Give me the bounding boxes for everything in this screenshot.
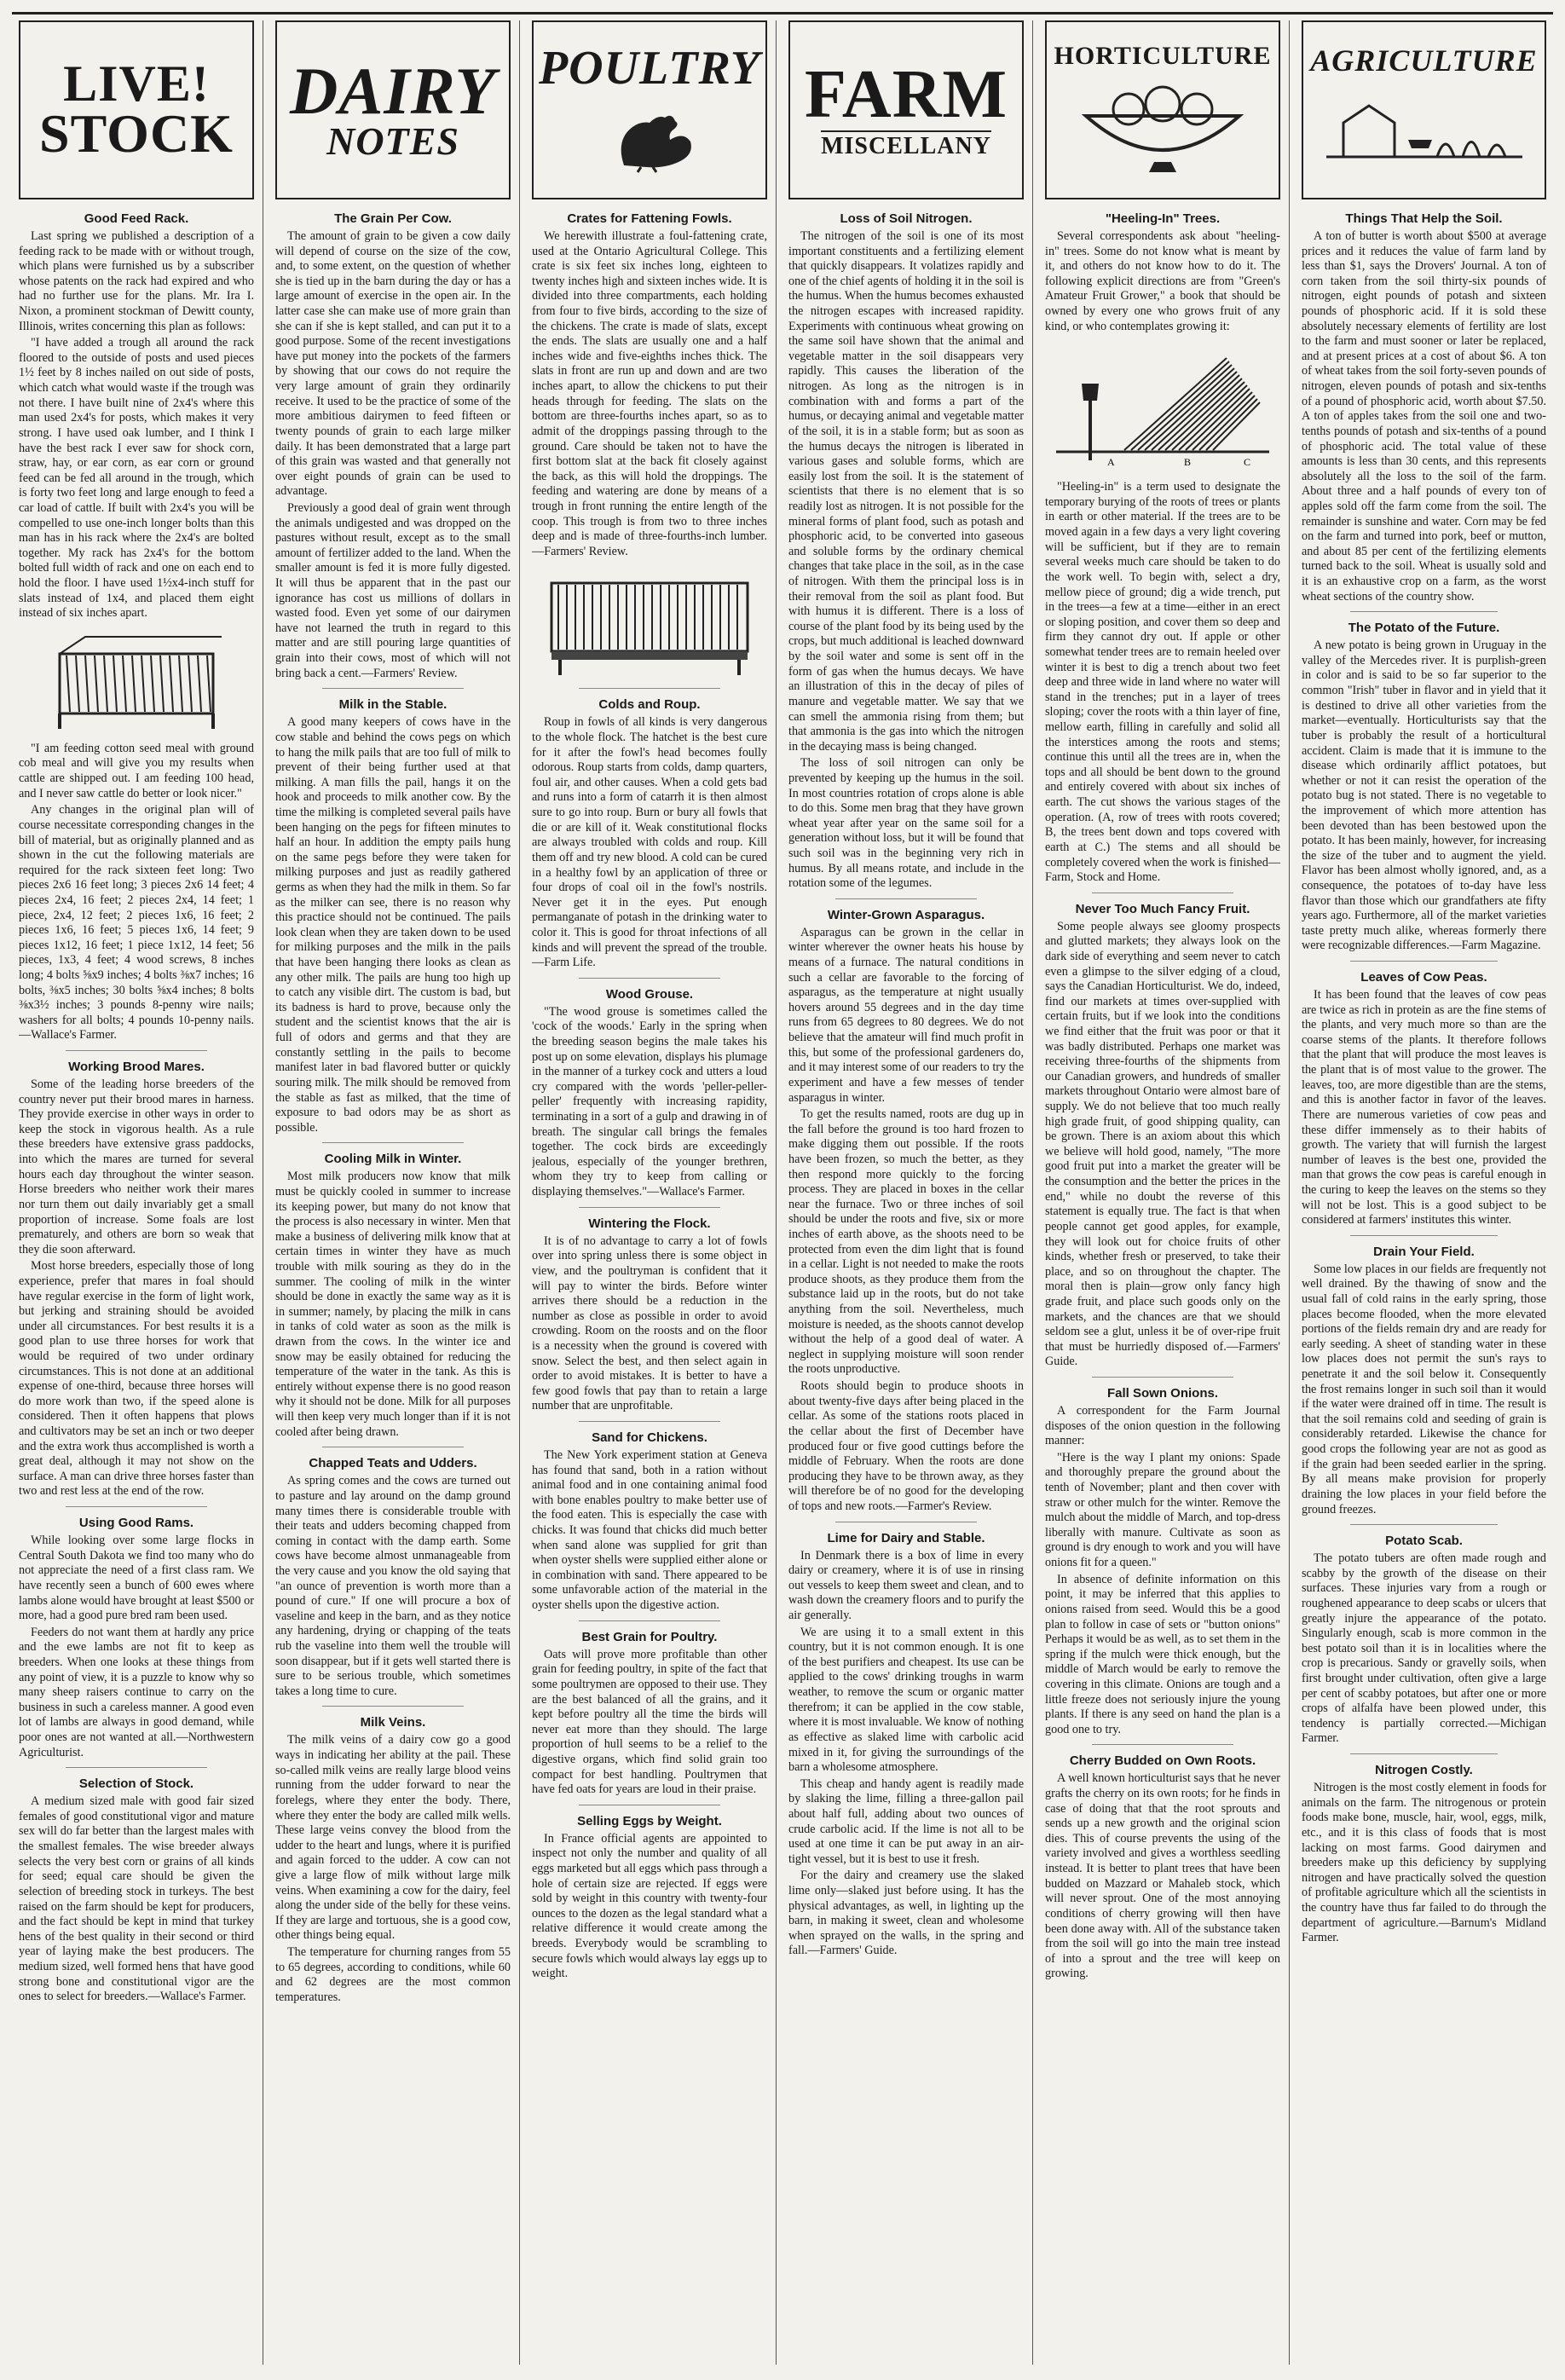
article-paragraph: In absence of definite information on this point, it may be inferred that this applies to onions raised from seed. Would this be a good plan to follow in case of sets or "button onions" Perhaps it would be as well, as to set them in the spring if the mulch were thick enough, but the middle of March would be early to remove the covering in this climate. Onions are tough and a little freeze does not seriously injure the young plants. If there is any seed on hand the plan is a good one to try. — [1045, 1572, 1280, 1736]
article-paragraph: We herewith illustrate a foul-fattening crate, used at the Ontario Agricultural College. This crate is six feet six inches long, eighteen to twenty inches high and sixteen inches wide. It is divided into three compartments, each holding from four to five birds, according to the size of the chickens. The crate is made of slats, except the ends. The slats are usually one and a half inches wide and five-eighths inches thick. The slats in front are run up and down and are two inches apart, to allow the chickens to put their heads through for feeding. The slats on the bottom are three-fourths inches apart, so as to admit of the droppings passing through to the ground. Care should be taken not to have the first bottom slat at the back fit closely against the back, as this will hold the droppings. The feeding and watering are done by means of a trough in front running the entire length of the coop. This trough is from two to three inches deep and is made of three-fourths-inch lumber.—Farmers' Review. — [532, 229, 767, 558]
article-title: "Heeling-In" Trees. — [1105, 211, 1221, 226]
farm-scene-icon — [1326, 80, 1522, 174]
article-paragraph: The New York experiment station at Geneva has found that sand, both in a ration without animal food and in one containing animal food with bone enables poultry to make better use of the food eaten. This is especially the case with chicks. It was found that chicks did much better when sand alone was supplied for grit than when oyster shells were supplied either alone or in combination with sand. There appeared to be some unfavorable action of the material in the oyster shells upon the digestive action. — [532, 1448, 767, 1613]
fattening-crate-illustration — [532, 566, 767, 681]
article-separator — [835, 898, 977, 899]
article-list — [532, 211, 767, 1982]
article-paragraph: Last spring we published a description of a feeding rack to be made with or without trough, which plans were furnished us by a subscriber whose patents on the rack had expired and who had no further use for the plans. Mr. Ira I. Nixon, a prominent stockman of Dewitt county, Illinois, writes concerning this plan as follows: — [19, 229, 254, 333]
article-paragraph: "I have added a trough all around the rack floored to the outside of posts and used pieces 1½ feet by 8 inches nailed on out side of posts, which catch what would waste if the trough was not there. I have built nine of 2x4's where this man used 2x4's for posts, which makes it very strong. I have used oak lumber, and I think I have the best rack I ever saw for shock corn, straw, hay, or ear corn, as ear corn or ground feed can be fed all around in the trough, which is forty two feet long and large enough to feed a car load of cattle. If built with 2x4's you will be compelled to use one-inch longer bolts than this man has in his rack where the 2x4's are bolted together. My rack has 2x4's for the bottom bolted full width of rack and one on each end to hold the floor. I have used 1½x4-inch stuff for slats instead of 1x4, and placed them eight instead of six inches apart. — [19, 336, 254, 621]
article-paragraph: While looking over some large flocks in Central South Dakota we find too many who do not appreciate the need of a first class ram. We have recently seen a bunch of 600 ewes where lambs alone would have brought at least $500 or more, had a good pure bred ram been used. — [19, 1534, 254, 1623]
article-title: Best Grain for Poultry. — [581, 1629, 718, 1644]
article-separator — [1092, 1377, 1233, 1378]
article-paragraph: A ton of butter is worth about $500 at average prices and it reduces the value of farm land by less than $1, says the Drovers' Journal. A ton of corn taken from the soil thirty-six pounds of nitrogen, eight pounds of potash and sixteen pounds of phosphoric acid. If it is sold these absolutely necessary elements of fertility are lost to the farm and must sooner or later be replaced, and at present prices at a cost of about $6. A ton of wheat takes from the soil forty-seven pounds of nitrogen, eleven pounds of potash and six-tenths of a pound of phosphoric acid, worth about $7.50. A ton of apples takes from the soil one and two-tenths pounds of potash and six-tenths of a pound of phosphoric acid. The total value of these amounts is less than 30 cents, and this represents absolutely all the loss to the soil of the farm. About three and a half pounds of every ton of apples sold off the farm come from the soil. The remainder is sunshine and water. Corn may be fed on the farm and turned into pork, beef or mutton, and about 85 per cent of the fertilizing elements turned back to the soil. Wheat is usually sold and it is an exhaustive crop on a farm, as the worst wheat sections of the country show. — [1302, 229, 1546, 604]
article-separator — [322, 1706, 464, 1707]
article-paragraph: A good many keepers of cows have in the cow stable and behind the cows pegs on which to hang the milk pails that are too full of milk to prevent of their being further used at that milking. A man fills the pail, hangs it on the hook and proceeds to milk another cow. By the time the milking is completed several pails have been hanging on the pegs for fifteen minutes to half an hour. In addition the empty pails hung on the same pegs before they were taken for milking purposes and just as readily gathered germs as when they had the milk in them. So far as the milker can see, there is no reason why this practice should not be continued. The pails look clean when they are taken down to be used for milking purposes and the milk in the pails that have been hanging there looks as clean as any other milk. The pails are hung too high up to catch any visible dirt. The custom is bad, but its badness is hard to prove, because only the student and the scientist knows that the air is full of odors and germs and that they are constantly settling in the pails to become manifest later in bad flavored butter or quickly souring milk. The milk should be removed from the stable as fast as milked, that the time of exposure to bad odors may be as short as possible. — [275, 715, 511, 1135]
article-paragraph: This cheap and handy agent is readily made by slaking the lime, filling a three-gallon pail about half full, adding about two ounces of crude carbolic acid. If the lime is not all to be used at one time it can be put away in an air-tight vessel, but it is best to use it fresh. — [788, 1776, 1024, 1866]
fruit-bowl-icon — [1069, 73, 1256, 176]
feed-rack-illustration — [19, 628, 254, 735]
article-title: The Grain Per Cow. — [334, 211, 452, 226]
article-title: Chapped Teats and Udders. — [309, 1456, 477, 1471]
article-separator — [579, 1207, 720, 1208]
article-paragraph: "The wood grouse is sometimes called the 'cock of the woods.' Early in the spring when the breeding season begins the male takes his post up on some elevation, displays his plumage in the manner of a turkey cock and utters a loud cry compared with the words 'peller-peller-peller' frequently with increasing rapidity, terminating in a sort of a gulp and drawing in of breath. The singular call brings the females together. The cock birds are exceedingly jealous, especially of the younger brethren, whom they try to keep from calling or displaying themselves."—Wallace's Farmer. — [532, 1004, 767, 1199]
article-title: Wood Grouse. — [605, 986, 694, 1002]
article-title: Milk in the Stable. — [338, 697, 448, 713]
article-list — [1045, 211, 1280, 1982]
article-title: Drain Your Field. — [1373, 1244, 1475, 1259]
article-paragraph: Oats will prove more profitable than other grain for feeding poultry, in spite of the fact that some poultrymen are opposed to their use. They are the best balanced of all the grains, and it kept before poultry all the time the birds will never eat more than they should. The large proportion of hull seems to be a relief to the digestive organs, which find solid grain too compact for best handling. Poultrymen that have fed oats for years are loud in their praise. — [532, 1647, 767, 1797]
masthead-line: LIVE! — [63, 55, 210, 113]
article-title: Nitrogen Costly. — [1375, 1763, 1473, 1778]
article-paragraph: As spring comes and the cows are turned out to pasture and lay around on the damp ground many times there is considerable trouble with their teats and udders becoming chapped from coming in contact with the damp earth. Some cows have become almost unmanageable from the very cause and you know the old saying that "an ounce of prevention is worth more than a pound of cure." If one will procure a box of vaseline and keep in the barn, and as they notice any hardening, drying or chapping of the teats rub the vaseline into them well the trouble will soon disappear, but if it gets well started there is sure to be serious trouble, which sometimes takes a long time to cure. — [275, 1474, 511, 1698]
masthead-line: DAIRY — [290, 54, 496, 129]
article-title: Working Brood Mares. — [68, 1060, 205, 1075]
article-title: Selection of Stock. — [78, 1776, 194, 1792]
svg-text:A: A — [1107, 456, 1115, 469]
article-paragraph: Most horse breeders, especially those of long experience, prefer that mares in foal should have regular exercise in the form of light work, but jerking and straining should be avoided under all circumstances. For best results it is a good plan to use three horses for work that would be required of two under ordinary circumstances. This is not done at an additional expense of one-third, because three horses will do more work than two, if the speed alone is considered. Then it often happens that plows and cultivators may be set an inch or two deeper and the extra work thus accomplished is worth a great deal, although it may not show on the surface. A man can drive three horses faster than two and rest less at the end of the row. — [19, 1259, 254, 1499]
article-title: The Potato of the Future. — [1348, 621, 1500, 636]
article-separator — [322, 688, 464, 689]
article-paragraph: Asparagus can be grown in the cellar in winter wherever the owner heats his house by means of a furnace. The natural conditions in such a cellar are favorable to the forcing of asparagus, as the temperature at night usually hovers around 55 degrees and in the day time runs from 65 degrees to 80 degrees. We do not believe that the amateur will find much profit in this, but some of the professional gardeners do, and it may interest some of our readers to try the experiment and have a few messes of tender asparagus in winter. — [788, 925, 1024, 1105]
article-paragraph: "I am feeding cotton seed meal with ground cob meal and will give you my results when cattle are shipped out. I am feeding 100 head, and I never saw cattle do better or look nicer." — [19, 741, 254, 800]
article-paragraph: We are using it to a small extent in this country, but it is not common enough. It is one of the best purifiers and cheapest. Its use can be applied to the cows' drinking troughs in warm weather, to remove the scum or organic matter therefrom; it can be applied in the cow stable, where it is most invaluable. We know of nothing as effective as slaked lime with carbolic acid mixed in it, for giving the surroundings of the barn a wholesome atmosphere. — [788, 1625, 1024, 1775]
article-paragraph: Some people always see gloomy prospects and glutted markets; they always look on the dark side of everything and seem never to catch even a glimpse to the silver edging of a cloud, says the Canadian Horticulturist. We do, indeed, find our markets at times over-supplied with certain fruits, but if we look into the conditions we find either that the fruit was poor or that it was badly distributed. Perhaps one market was receiving three-fourths of the shipments from our Canadian growers, and hundreds of smaller markets throughout Ontario were almost bare of supply. We do not believe that too much really high grade fruit, of good shipping quality, can be grown. There is an axiom about this which we believe will hold good, namely, "The more good fruit put into a market the greater will be the consumption and the better the prices in the end," while no doubt the reverse of this statement is equally true. The fact is that when people cannot get good apples, for example, they will look out for choice fruits of other kinds, whether fresh or preserved, to take their place, and so on throughout the chapter. The moral then is plain—grow only fancy high grade fruit, and place such goods only on the markets, and the chances are that we should seldom see a glut, unless it be of over-ripe fruit that must be hurriedly disposed of.—Farmers' Guide. — [1045, 919, 1280, 1369]
article-title: Using Good Rams. — [78, 1516, 194, 1531]
column-dairy-notes — [275, 20, 520, 2365]
article-separator — [1092, 892, 1233, 893]
masthead-line: HORTICULTURE — [1054, 41, 1272, 70]
article-title: Leaves of Cow Peas. — [1360, 970, 1487, 985]
article-paragraph: A medium sized male with good fair sized females of good constitutional vigor and mature sex will do far better than the largest males with the smallest females. The wise breeder always selects the very best corn or grains of all kinds for seed; equal care should be given the selection of breeding stock in turkeys. The best raised on the farm should be kept for producers, and the fact should be kept in mind that turkey hens of the best quality in their second or third year of laying make the best producers. The medium sized, well formed hens that have good strong bone and constitutional vigor are the ones to select for breeders.—Wallace's Farmer. — [19, 1794, 254, 2004]
article-paragraph: For the dairy and creamery use the slaked lime only—slaked just before using. It has the physical advantages, as well, in lighting up the barn, in making it sweet, clean and wholesome when sprayed on the walls, in the spring and fall.—Farmers' Guide. — [788, 1869, 1024, 1958]
top-rule — [12, 12, 1553, 14]
article-list — [788, 211, 1024, 1959]
article-title: Milk Veins. — [360, 1715, 426, 1730]
article-paragraph: A new potato is being grown in Uruguay in the valley of the Mercedes river. It is purplish-green in color and is said to be so far superior to the common "Irish" tuber in flavor and in yield that it is destined to drive all other varieties from the market—eventually. Horticulturists say that the tuber is probably the result of a horticultural accident. Claim is made that it is immune to the disease which ordinarily afflict potatoes, but whether or not it can resist the operation of the potato bug is not stated. There is no vegetable to the improvement of which more attention has been devoted than has been bestowed upon the potato. It has been mainly, however, for increasing the size of the tuber and to augment the yield. Flavor has been almost wholly ignored, and, as a consequence, the potatoes of to-day have less flavor than those which our grandfathers ate fifty years ago. Furthermore, all of the market varieties taste pretty much alike, whereas formerly there were recognizable differences.—Farm Magazine. — [1302, 638, 1546, 953]
article-paragraph: Any changes in the original plan will of course necessitate corresponding changes in the bill of material, but as originally planned and as shown in the cut the following materials are required for the rack sixteen feet long: Two pieces 2x6 16 feet long; 3 pieces 2x6 14 feet; 4 pieces 2x4, 16 feet; 2 pieces 2x4, 14 feet; 1 piece, 2x4, 12 feet; 2 pieces 1x6, 16 feet; 2 pieces 1x6, 16 feet; 5 pieces 1x6, 14 feet; 9 pieces 1x12, 16 feet; 1 piece 1x12, 14 feet; 56 pieces, 1x3, 4 feet; 4 wood screws, 8 inches long; 4 bolts ⅝x9 inches; 4 bolts ⅜x7 inches; 16 bolts, ⅜x5 inches; 30 bolts ⅝x4 inches; 8 bolts ⅜x3½ inches; 3 pounds 8-penny wire nails; washers for all bolts; 4 pounds 10-penny nails.—Wallace's Farmer. — [19, 803, 254, 1043]
heeling-in-trees-illustration — [1045, 341, 1280, 473]
masthead-line: STOCK — [39, 103, 234, 165]
article-title: Good Feed Rack. — [84, 211, 189, 226]
article-title: Cooling Milk in Winter. — [324, 1152, 462, 1167]
column-farm-miscellany — [788, 20, 1033, 2365]
article-separator — [579, 978, 720, 979]
masthead-poultry — [532, 20, 767, 199]
article-list — [1302, 211, 1546, 1946]
column-agriculture — [1302, 20, 1546, 2365]
article-paragraph: A well known horticulturist says that he never grafts the cherry on its own roots; for he finds in case of doing that that the root sprouts and sends up a new growth and the original scion dies. This of course prevents the using of the variety involved and gives a worthless seedling instead. It is better to plant trees that have been budded on Mazzard or Mahaleb stock, which will never sprout. One of the most annoying conditions of cherry growing will then have been done away with. All of the substance taken from the soil will go into the main tree instead of into a sprout and the tree will keep on growing. — [1045, 1771, 1280, 1981]
article-paragraph: Several correspondents ask about "heeling-in" trees. Some do not know what is meant by it, and others do not know how to do it. The following explicit directions are from "Green's Amateur Fruit Grower," a book that should be owned by every one who grows fruit of any kind, or who contemplates growing it: — [1045, 229, 1280, 333]
article-title: Fall Sown Onions. — [1106, 1386, 1218, 1401]
article-paragraph: Nitrogen is the most costly element in foods for animals on the farm. The nitrogenous or protein foods make bone, muscle, hair, wool, eggs, milk, etc., and it is this class of foods that is most lacking on most farms. Good dairymen and breeders make up this deficiency by supplying nitrogen and have practically solved the question of profitable agriculture which all the scientists in the country have thus far failed to do through the department of agriculture.—Barnum's Midland Farmer. — [1302, 1781, 1546, 1945]
article-separator — [1092, 1744, 1233, 1745]
article-paragraph: The nitrogen of the soil is one of its most important constituents and a fertilizing element that quickly disappears. It volatizes rapidly and one of the chief agents of holding it in the soil is the humus. When the humus becomes exhausted the nitrogen escapes with increased rapidity. Experiments with continuous wheat growing on the same soil have shown that the animal and vegetable matter in the soil disappears very rapidly. This causes the liberation of the nitrogen. As long as the nitrogen is in combination with and forms a part of the humus, or decaying animal and vegetable matter of the soil, it is in a stable form; but as soon as the humus decays the nitrogen is liberated in various gases and soluble forms, which are easily lost from the soil. It is the statement of scientists that there is no element that is so readily lost as nitrogen. It is not possible for the mineral forms of plant food, such as potash and phosphoric acid, to be converted into gaseous and soluble forms by the ordinary chemical changes that take place in the soil, as in the case of nitrogen. With them the principal loss is in their removal from the soil as plant food. But with humus it is different. There is a loss of course of the plant food by its being used by the crops, but much additional is leached downward by the soil water and some is sent off in the form of gas when the humus decays. We have an illustration of this in the decay of piles of manure and vegetable matter. We say that we can smell the ammonia rising from them; but that ammonia is the gas into which the nitrogen in the decaying mass is being changed. — [788, 229, 1024, 754]
masthead-line: POULTRY — [538, 42, 761, 95]
article-title: Cherry Budded on Own Roots. — [1069, 1753, 1256, 1769]
svg-text:B: B — [1184, 456, 1192, 469]
article-separator — [579, 1620, 720, 1621]
article-separator — [579, 688, 720, 689]
article-paragraph: Most milk producers now know that milk must be quickly cooled in summer to increase its keeping power, but many do not know that the process is also necessary in winter. Men that make a business of delivering milk know that at certain times in winter they have as much trouble with milk souring as they do in the summer. The cooling of milk in the winter should be done in exactly the same way as it is in summer; namely, by placing the milk in cans in tanks of cold water as soon as the milk is drawn from the cows. In the winter ice and snow may be easily obtained for reducing the temperature of the water in the tank. As this is entirely without expense there is no good reason why it should not be done. Milk for all purposes will then keep very much longer than if it is not cooled after being drawn. — [275, 1170, 511, 1439]
column-live-stock — [19, 20, 263, 2365]
article-title: Never Too Much Fancy Fruit. — [1075, 901, 1250, 916]
article-paragraph: Some of the leading horse breeders of the country never put their brood mares in harness. They provide exercise in other ways in order to keep the stock in vigorous health. As a rule these breeders have extensive grass paddocks, into which the mares are turned for several hours each day throughout the winter season. Horse breeders who neither work their mares nor turn them out daily invariably get a small proportion of increase. Some foals are lost prematurely, and others are born so weak that they die soon afterward. — [19, 1077, 254, 1256]
page-columns — [19, 20, 1546, 2365]
article-paragraph: Previously a good deal of grain went through the animals undigested and was dropped on the pastures without result, except as to the small amount of fertilizer added to the land. When the smaller amount is fed it is more fully digested. It will thus be apparent that in the past our ignorance has cost us millions of dollars in wasted food. Even yet some of our dairymen have not learned the truth in regard to this matter and are still pouring large quantities of grain into their cows, most of which will not bring back a cent.—Farmers' Review. — [275, 500, 511, 680]
article-separator — [1350, 611, 1497, 612]
article-paragraph: Roup in fowls of all kinds is very dangerous to the whole flock. The hatchet is the best cure for it after the fowl's head becomes foully odorous. Roup starts from colds, damp quarters, foul air, and other causes. When a cold gets bad and runs into a form of catarrh it is then almost sure to go into roup. Burn or bury all fowls that die or are kill of it. Weak constitutional flocks are always troubled with colds and roup. Kill them off and try new blood. A cold can be cured in a healthy fowl by an application of three or four drops of coal oil in the fowl's nostrils. Never get it in the eyes. Put enough permanganate of potash in the drinking water to color it. This is good for throat infections of all kinds and will prevent the spread of the trouble.—Farm Life. — [532, 715, 767, 970]
article-paragraph: In Denmark there is a box of lime in every dairy or creamery, where it is of use in rinsing out vessels to keep them sweet and clean, and to wash down the creamery floors and to purify the air generally. — [788, 1548, 1024, 1623]
article-title: Loss of Soil Nitrogen. — [840, 211, 973, 226]
masthead-line: FARM — [805, 56, 1008, 132]
article-title: Sand for Chickens. — [592, 1430, 707, 1445]
article-separator — [579, 1421, 720, 1422]
article-title: Colds and Roup. — [598, 697, 701, 713]
article-paragraph: The amount of grain to be given a cow daily will depend of course on the size of the cow, and, to some extent, on the question of whether she is tied up in the barn during the day or has a large amount of exercise in the open air. In the latter case she can make use of more grain than she can if she is kept stalled, and can put it to a good purpose. Some of the recent investigations have put money into the pockets of the farmers by showing that our cows do not require the very large amount of grain they ordinarily receive. It used to be the practice of some of the more ambitious dairymen to feed fifteen or twenty pounds of grain to each large milker daily. It has been demonstrated that a large part of this grain was wasted and that generally not over eight pounds of grain can be used to advantage. — [275, 229, 511, 499]
article-list — [275, 211, 511, 2005]
article-separator — [322, 1142, 464, 1143]
article-title: Selling Eggs by Weight. — [577, 1813, 722, 1828]
article-paragraph: The milk veins of a dairy cow go a good ways in indicating her ability at the pail. These so-called milk veins are really large blood veins running from the udder forward to near the forelegs, where they enter the body. There, where they enter the body are called milk wells. These large veins convey the blood from the udder to the heart and lungs, where it is purified and again forced to the udder. A cow can not give a large flow of milk without large milk veins. When examining a cow for the dairy, feel along the under side of the belly for these veins. If they are large and tortuous, she is a good cow, other things being equal. — [275, 1733, 511, 1943]
article-separator — [66, 1050, 207, 1051]
article-paragraph: It is of no advantage to carry a lot of fowls over into spring unless there is some object in view, and the poultryman is confident that it will pay to winter the birds. Before winter arrives there should be a reduction in the number as close as possible in order to avoid crowding. Room on the roosts and on the floor is a necessity when the ground is covered with snow. Select the best, and then select again in order to avoid mistakes. It is better to have a few good fowls that pay than to retain a large number that are unprofitable. — [532, 1233, 767, 1413]
article-separator — [1350, 1235, 1497, 1236]
article-paragraph: "Here is the way I plant my onions: Spade and thoroughly prepare the ground about the tenth of November; plant and then cover with straw or other mulch for the winter. Remove the mulch about the middle of March, and top-dress liberally with manure. Cultivate as soon as ground is dry enough to work and you will have onions fit for a queen." — [1045, 1450, 1280, 1570]
column-horticulture — [1045, 20, 1290, 2365]
article-paragraph: The temperature for churning ranges from 55 to 65 degrees, according to conditions, while 60 and 62 degrees are the most common temperatures. — [275, 1944, 511, 2004]
article-paragraph: Some low places in our fields are frequently not well drained. By the thawing of snow and the usual fall of cold rains in the early spring, those places become flooded, when the more elevated portions of the fields remain dry and are ready for early seeding. A sheet of standing water in these low places does not permit the sun's rays to penetrate it and the soil below it. Consequently the frost remains longer in such soil than it would if the water were drained off in time. The result is that the soil remains cold and seeding of grain is considerably retarded. Likewise the chance for good crops the following year are not as good as if the grain had been seeded earlier in the spring. By all means make provision for properly draining the low places in your field before the ground freezes. — [1302, 1262, 1546, 1516]
article-separator — [66, 1767, 207, 1768]
article-paragraph: In France official agents are appointed to inspect not only the number and quality of all eggs marketed but all eggs which pass through a hole of certain size are rejected. If eggs were sold by weight in this country with twenty-four ounces to the dozen as the legal standard what a relative difference it would create among the breeds. Everybody would be scrambling to secure fowls which would always lay eggs up to weight. — [532, 1831, 767, 1981]
article-title: Things That Help the Soil. — [1345, 211, 1503, 226]
masthead-farm-miscellany — [788, 20, 1024, 199]
column-poultry — [532, 20, 777, 2365]
article-separator — [1350, 961, 1497, 962]
article-paragraph: A correspondent for the Farm Journal disposes of the onion question in the following manner: — [1045, 1404, 1280, 1448]
masthead-live-stock — [19, 20, 254, 199]
article-paragraph: It has been found that the leaves of cow peas are twice as rich in protein as are the fine stems of the plants, and very much more so than are the coarse stems of the plants. It therefore follows that the plant that will produce the most leaves is the plant that is of most value to the grower. The leaves, too, are more digestible than are the stems, and this is another factor in favor of the leaves. There are numerous varieties of cow peas and these differ immensely as to their habits of growth. The variety that will furnish the largest number of leaves is the best one, provided the man that grows the cow peas is careful enough in the curing to keep the leaves on the stems so they will not be lost. This is a good subject to be considered at farmers' institutes this winter. — [1302, 988, 1546, 1228]
masthead-agriculture — [1302, 20, 1546, 199]
article-paragraph: "Heeling-in" is a term used to designate the temporary burying of the roots of trees or plants in earth or other material. If the trees are to be moved again in a few days a very light covering will be sufficient, but if they are to remain several weeks much care should be taken to do the work well. To begin with, select a dry, mellow piece of ground; dig a wide trench, put in the trees—a few at a time—either in an erect or sloping position, and cover them so deep and firm they cannot dry out. If apple or other somewhat tender trees are to remain heeled over winter it is best to dig a trench about two feet deep and three wide in land where no water will stand in the trenches; put in a layer of trees sloping; cover the roots with a thin layer of fine, mellow earth, filling in carefully and solid all the interstices among the roots and stems; continue this until all the trees are in, when the tops and all should be bent down to the ground and entirely covered with about six inches of earth. The cut shows the various stages of the operation. (A, row of trees with roots covered; B, the trees bent down and tops covered with earth at C.) The stems and all should be completely covered when the work is finished—Farm, Stock and Home. — [1045, 480, 1280, 885]
article-separator — [66, 1506, 207, 1507]
article-paragraph: The potato tubers are often made rough and scabby by the growth of the disease on their surfaces. These injuries vary from a rough or roughened appearance to deep scabs or ulcers that greatly injure the appearance of the potato. Singularly enough, scab is more common in the best potato soil than it is in localities where the crop is precarious. Sandy or gravelly soils, when first brought under cultivation, often give a large per cent of scabby potatoes, but after one or more crops of alfalfa have been plowed under, this tendency is partially corrected.—Michigan Farmer. — [1302, 1551, 1546, 1746]
masthead-line: AGRICULTURE — [1310, 43, 1538, 78]
masthead-line: NOTES — [326, 119, 459, 164]
masthead-horticulture — [1045, 20, 1280, 199]
article-separator — [1350, 1753, 1497, 1754]
masthead-line: MISCELLANY — [821, 130, 991, 159]
article-title: Lime for Dairy and Stable. — [827, 1530, 985, 1545]
article-paragraph: The loss of soil nitrogen can only be prevented by keeping up the humus in the soil. In most countries rotation of crops alone is able to do this. Some men brag that they have grown wheat year after year on the same soil for a generation without loss, but it will be found that such soil was in the beginning very rich in humus. By all means rotate, and include in the rotation some of the legumes. — [788, 756, 1024, 891]
article-title: Potato Scab. — [1385, 1534, 1463, 1549]
article-paragraph: Roots should begin to produce shoots in about twenty-five days after being placed in the cellar. As some of the stations roots placed in the cellar about the first of December have produced four or five good cuttings before the middle of February. When the roots are done producing they have to be thrown away, as they will therefore be of no good for the developing of tops and new roots.—Farmer's Review. — [788, 1379, 1024, 1513]
article-list — [19, 211, 254, 2005]
svg-text:C: C — [1244, 456, 1251, 469]
article-title: Winter-Grown Asparagus. — [827, 907, 985, 922]
article-separator — [1350, 1524, 1497, 1525]
article-paragraph: Feeders do not want them at hardly any price and the ewe lambs are not fit to keep as breeders. When one looks at these things from any point of view, it is a puzzle to know why so many sheep raisers continue to carry on the business in such a careless manner. A good even lot of lambs are always in good demand, while poor ones are not wanted at all.—Northwestern Agriculturist. — [19, 1625, 254, 1759]
rooster-icon — [598, 97, 701, 174]
article-title: Crates for Fattening Fowls. — [567, 211, 732, 226]
article-title: Wintering the Flock. — [588, 1216, 711, 1231]
masthead-dairy-notes — [275, 20, 511, 199]
article-paragraph: To get the results named, roots are dug up in the fall before the ground is too hard frozen to make digging them out possible. If the roots have been frozen, so much the better, as they then respond more quickly to the forcing process. They are placed in boxes in the cellar near the furnace. Two or three inches of soil should be under the roots and five, six or more inches of earth above, as the shoots need to be protected from even the dim light that is found in a cellar. Light is not needed to make the roots produce shoots, as they produce them from the substance laid up in the roots, but do not take anything from the soil. Nevertheless, much moisture is needed, as the shoots cannot develop without the help of a good deal of water. A neglect in supplying moisture will soon render the roots unproductive. — [788, 1107, 1024, 1377]
